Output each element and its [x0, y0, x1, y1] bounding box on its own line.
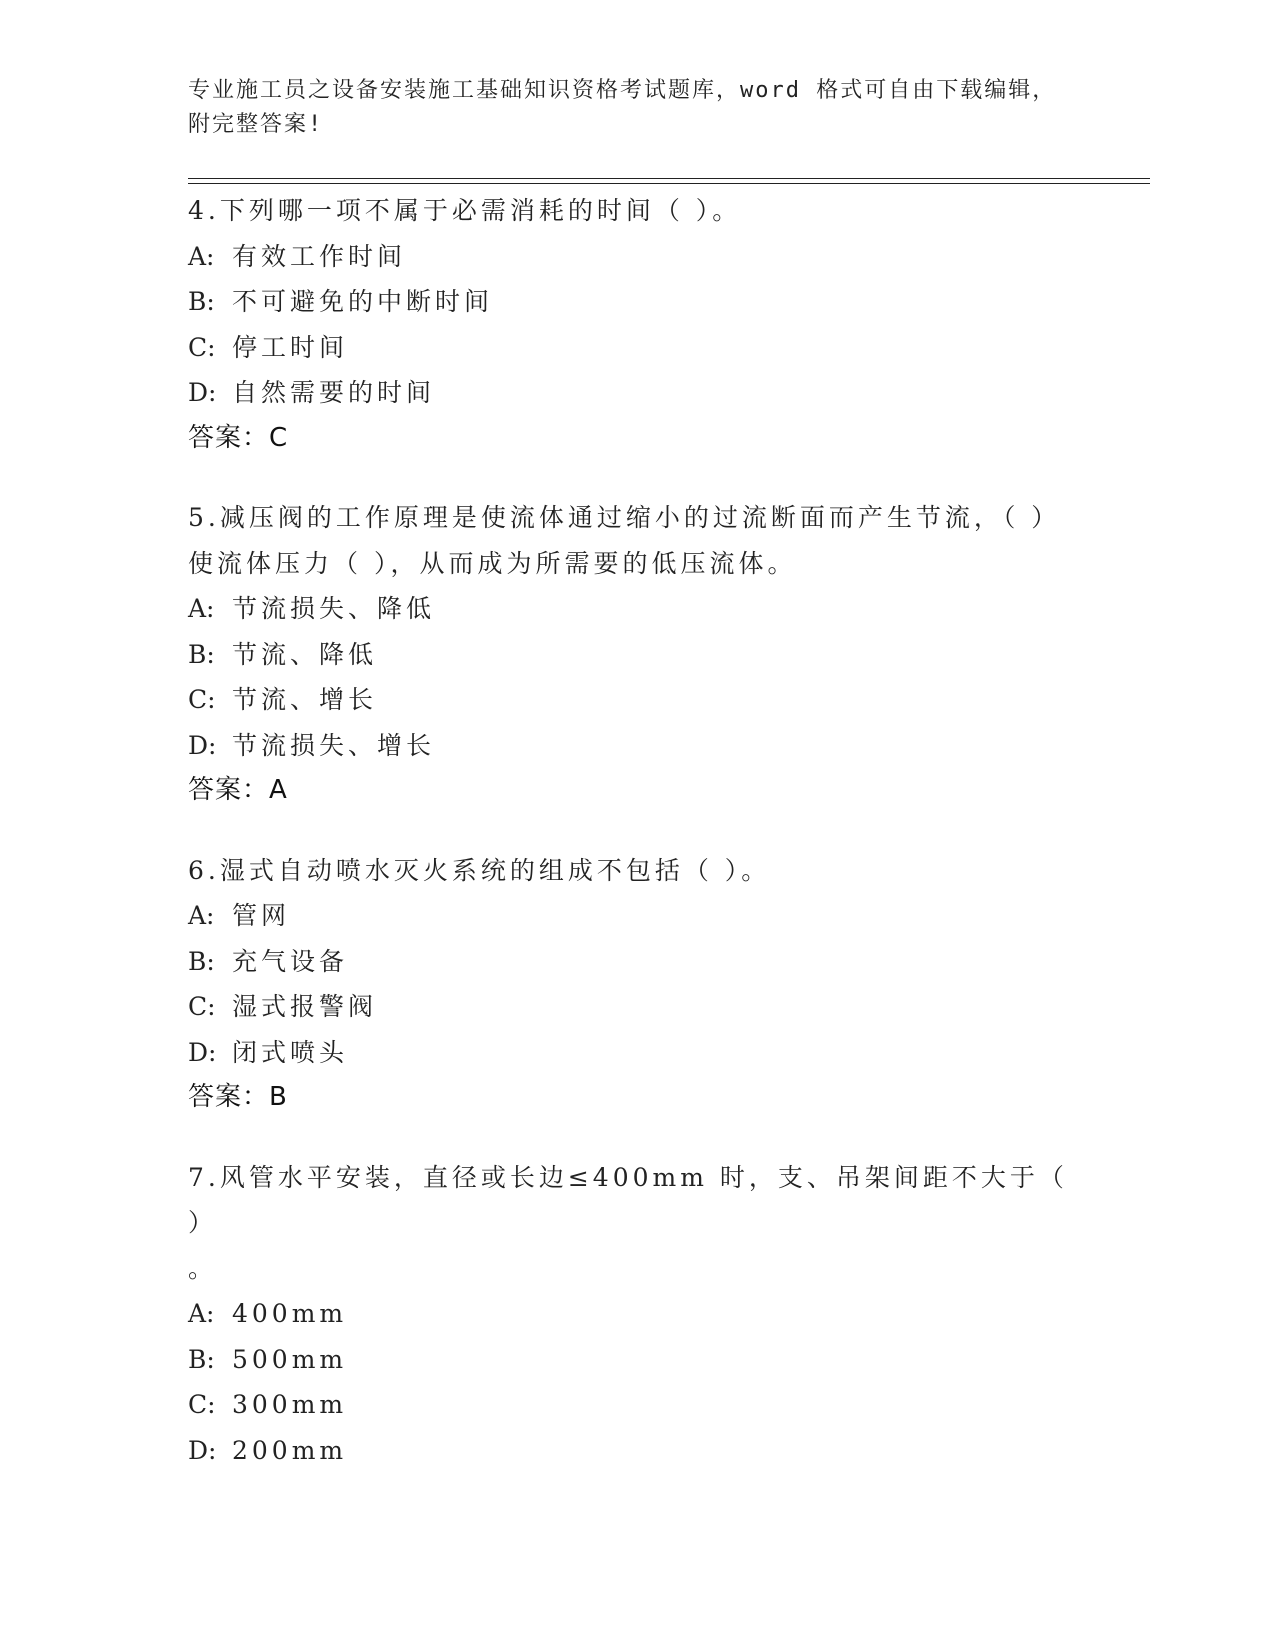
option-d	[188, 1030, 1088, 1076]
option-text: 停工时间	[232, 332, 349, 362]
option-d	[188, 370, 1088, 416]
option-text: 有效工作时间	[232, 241, 407, 271]
option-text: 不可避免的中断时间	[232, 287, 494, 316]
header-line-1: 专业施工员之设备安装施工基础知识资格考试题库，word 格式可自由下载编辑，	[188, 78, 1057, 103]
option-letter: D:	[188, 1037, 217, 1067]
question-stem: 7.风管水平安装，直径或长边≤400mm 时，支、吊架间距不大于（ ）	[188, 1162, 1068, 1237]
option-text: 闭式喷头	[232, 1037, 349, 1067]
question-7	[188, 1155, 1088, 1474]
question-5	[188, 495, 1088, 814]
option-text: 自然需要的时间	[232, 378, 436, 407]
answer-line: 答案：B	[188, 1082, 288, 1112]
option-text: 节流、降低	[232, 639, 378, 669]
option-text: 湿式报警阀	[232, 992, 378, 1021]
option-text: 充气设备	[232, 946, 349, 976]
option-text: 300mm	[232, 1390, 348, 1419]
header-rule-top	[188, 178, 1150, 179]
question-6	[188, 848, 1088, 1121]
option-b	[188, 939, 1088, 985]
option-letter: C:	[188, 332, 216, 362]
answer-line: 答案：C	[188, 422, 289, 453]
answer-line: 答案：A	[188, 775, 288, 805]
option-letter: A:	[188, 1299, 215, 1328]
option-d	[188, 1428, 1088, 1474]
question-list	[188, 188, 1088, 1507]
option-c	[188, 325, 1088, 371]
option-letter: D:	[188, 1435, 217, 1465]
option-c	[188, 677, 1088, 723]
header-line-2: 附完整答案!	[188, 112, 324, 137]
option-b	[188, 632, 1088, 678]
header-rule-bottom	[188, 183, 1150, 184]
option-letter: A:	[188, 241, 215, 271]
question-stem-continued: 。	[188, 1253, 218, 1283]
question-stem: 5.减压阀的工作原理是使流体通过缩小的过流断面而产生节流，（ ）	[188, 503, 1061, 532]
option-letter: C:	[188, 685, 216, 714]
option-text: 400mm	[232, 1299, 348, 1328]
question-stem: 4.下列哪一项不属于必需消耗的时间（ ）。	[188, 196, 742, 225]
option-a	[188, 1291, 1088, 1337]
option-letter: C:	[188, 992, 216, 1021]
option-a	[188, 586, 1088, 632]
question-stem: 6.湿式自动喷水灭火系统的组成不包括（ ）。	[188, 855, 771, 885]
option-a	[188, 234, 1088, 280]
question-4	[188, 188, 1088, 461]
option-text: 节流、增长	[232, 685, 378, 714]
option-letter: B:	[188, 639, 215, 669]
option-b	[188, 1337, 1088, 1383]
option-letter: B:	[188, 287, 215, 316]
option-d	[188, 723, 1088, 769]
option-text: 200mm	[232, 1435, 348, 1465]
option-letter: A:	[188, 594, 215, 623]
option-b	[188, 279, 1088, 325]
option-text: 500mm	[232, 1344, 348, 1374]
option-letter: B:	[188, 1344, 215, 1374]
option-c	[188, 1382, 1088, 1428]
option-letter: D:	[188, 730, 217, 760]
option-letter: A:	[188, 901, 215, 930]
option-text: 管网	[232, 901, 291, 930]
option-a	[188, 893, 1088, 939]
option-letter: B:	[188, 946, 215, 976]
option-c	[188, 984, 1088, 1030]
option-text: 节流损失、增长	[232, 730, 436, 760]
option-letter: D:	[188, 378, 217, 407]
option-text: 节流损失、降低	[232, 594, 436, 623]
document-header	[188, 74, 1068, 142]
question-stem-continued: 使流体压力（ ），从而成为所需要的低压流体。	[188, 548, 797, 578]
option-letter: C:	[188, 1390, 216, 1419]
